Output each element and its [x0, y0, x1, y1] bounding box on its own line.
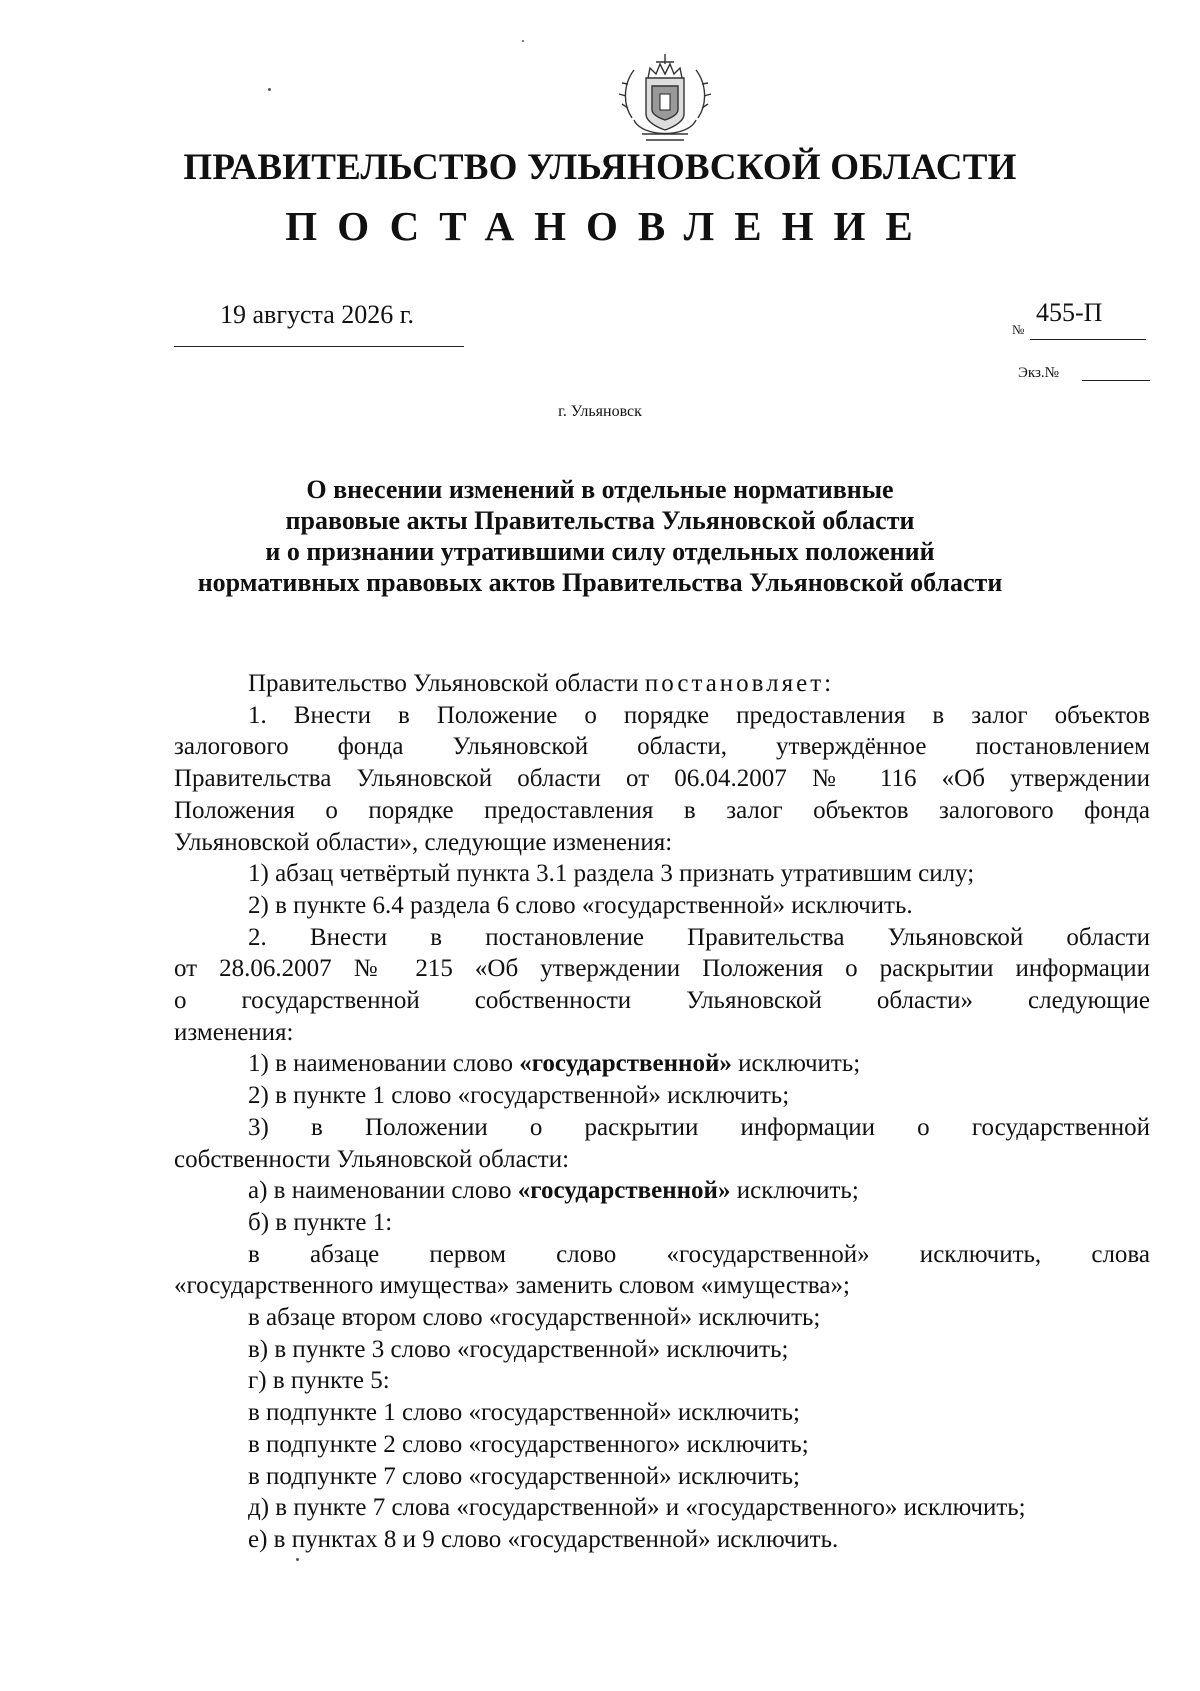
scan-speck — [268, 88, 271, 91]
document-heading — [170, 474, 1030, 598]
paragraph-line: Положения о порядке предоставления в залог объектов залогового фонда — [174, 796, 1150, 824]
paragraph-line: залогового фонда Ульяновской области, утверждённое постановлением — [174, 733, 1150, 761]
paragraph-line: в абзаце первом слово «государственной» исключить, слова — [248, 1240, 1150, 1268]
heading-line: О внесении изменений в отдельные нормативные — [306, 475, 894, 504]
number-underline — [1030, 339, 1146, 340]
list-item — [174, 1112, 1150, 1144]
sub-item: д) в пункте 7 слова «государственной» и «государственного» исключить; — [248, 1494, 1026, 1522]
paragraph-line: 2. Внести в постановление Правительства Ульяновской области — [248, 923, 1150, 951]
paragraph-line: о государственной собственности Ульяновской области» следующие — [174, 987, 1150, 1015]
list-item: 1) абзац четвёртый пункта 3.1 раздела 3 признать утратившим силу; — [248, 860, 975, 888]
list-item: 2) в пункте 6.4 раздела 6 слово «государственной» исключить. — [248, 891, 913, 919]
sub-item: б) в пункте 1: — [248, 1208, 393, 1236]
sub-item: г) в пункте 5: — [248, 1367, 390, 1395]
list-item-bold-text: «государственной» — [519, 1050, 732, 1078]
document-number: 455-П — [1036, 298, 1103, 327]
sub-item: е) в пунктах 8 и 9 слово «государственной» исключить. — [248, 1525, 839, 1553]
paragraph-line: от 28.06.2007 № 215 «Об утверждении Положения о раскрытии информации — [174, 955, 1150, 983]
intro-paragraph — [174, 668, 1150, 700]
document-type-title: ПОСТАНОВЛЕНИЕ — [285, 203, 933, 249]
intro-keyword: постановляет: — [644, 670, 835, 697]
sub-item-text: исключить; — [730, 1177, 859, 1205]
sub-item: в подпункте 7 слово «государственной» исключить; — [248, 1462, 800, 1490]
paragraph-line: 3) в Положении о раскрытии информации о государственной — [248, 1113, 1150, 1141]
paragraph-1 — [174, 700, 1150, 827]
list-item-text: исключить; — [731, 1050, 861, 1078]
scan-speck — [296, 1558, 299, 1561]
scan-speck — [522, 40, 524, 42]
number-sign: № — [1012, 322, 1025, 337]
list-item-text: 1) в наименовании слово — [248, 1050, 520, 1078]
paragraph-line: Ульяновской области», следующие изменения: — [174, 828, 673, 856]
city-name: г. Ульяновск — [558, 403, 642, 420]
copy-number-label: Экз.№ — [1018, 365, 1059, 381]
paragraph-line: изменения: — [174, 1018, 294, 1046]
government-title: ПРАВИТЕЛЬСТВО УЛЬЯНОВСКОЙ ОБЛАСТИ — [183, 147, 1017, 188]
sub-item: в подпункте 2 слово «государственного» исключить; — [248, 1430, 809, 1458]
heading-line: правовые акты Правительства Ульяновской области — [285, 506, 915, 535]
list-item — [174, 1048, 1150, 1080]
list-item: 2) в пункте 1 слово «государственной» исключить; — [248, 1082, 790, 1110]
document-date: 19 августа 2026 г. — [220, 300, 414, 329]
sub-item — [174, 1175, 1150, 1207]
copy-number-underline — [1082, 380, 1150, 381]
sub-item: в) в пункте 3 слово «государственной» исключить; — [248, 1335, 789, 1363]
paragraph-2 — [174, 922, 1150, 1017]
date-underline — [174, 346, 464, 347]
paragraph-line: собственности Ульяновской области: — [174, 1145, 570, 1173]
heading-line: нормативных правовых актов Правительства Ульяновской области — [197, 568, 1003, 597]
heading-line: и о признании утратившими силу отдельных положений — [265, 537, 935, 566]
document-body — [174, 668, 1150, 1556]
sub-item: в абзаце втором слово «государственной» исключить; — [248, 1304, 821, 1332]
intro-text: Правительство Ульяновской области — [248, 670, 645, 697]
sub-item: в подпункте 1 слово «государственной» исключить; — [248, 1399, 800, 1427]
sub-item — [174, 1239, 1150, 1271]
paragraph-line: Правительства Ульяновской области от 06.04.2007 № 116 «Об утверждении — [174, 765, 1150, 793]
sub-item-text: а) в наименовании слово — [248, 1177, 518, 1205]
paragraph-line: 1. Внести в Положение о порядке предоставления в залог объектов — [248, 701, 1150, 729]
sub-item-bold-text: «государственной» — [517, 1177, 731, 1205]
paragraph-line: «государственного имущества» заменить словом «имущества»; — [174, 1272, 850, 1300]
coat-of-arms-emblem — [612, 48, 718, 154]
